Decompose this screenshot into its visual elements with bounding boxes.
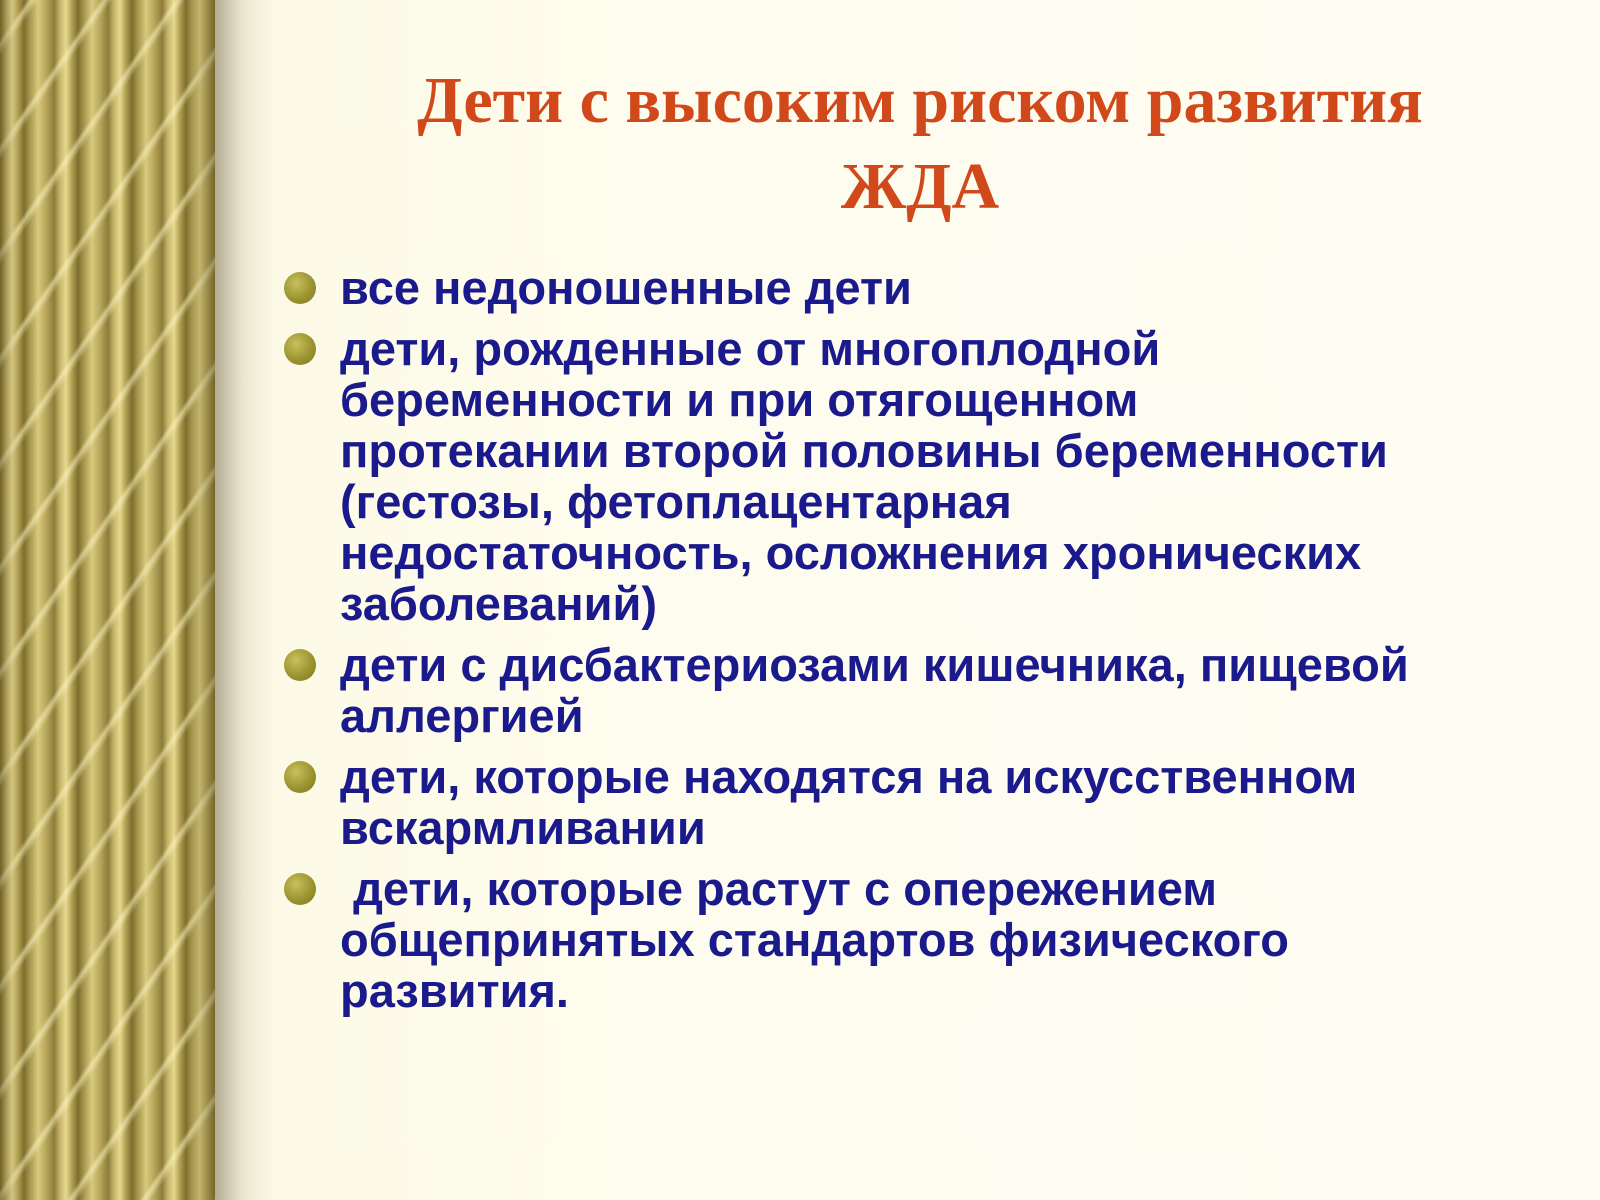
list-item-line: общепринятых стандартов физического [340, 913, 1289, 966]
slide-title [300, 58, 1540, 230]
list-item-line: развития. [340, 964, 569, 1017]
title-line-2: ЖДА [840, 150, 1000, 223]
bullet-icon [284, 649, 316, 681]
list-item-line: протекании второй половины беременности [340, 424, 1388, 477]
title-line-1: Дети с высоким риском развития [417, 64, 1423, 137]
list-item-line: дети с дисбактериозами кишечника, пищевой [340, 638, 1409, 691]
bullet-list [284, 262, 1574, 1026]
list-item-line: все недоношенные дети [340, 261, 912, 314]
list-item-line: дети, которые растут с опережением [340, 862, 1218, 915]
bullet-icon [284, 333, 316, 365]
list-item-line: вскармливании [340, 801, 706, 854]
list-item [284, 323, 1574, 629]
list-item-line: дети, которые находятся на искусственном [340, 750, 1358, 803]
list-item [284, 262, 1574, 313]
bullet-icon [284, 272, 316, 304]
list-item [284, 639, 1574, 741]
list-item-line: заболеваний) [340, 577, 658, 630]
column-shadow [215, 0, 275, 1200]
list-item-line: беременности и при отягощенном [340, 373, 1139, 426]
bullet-icon [284, 761, 316, 793]
list-item-line: дети, рожденные от многоплодной [340, 322, 1161, 375]
bullet-icon [284, 873, 316, 905]
list-item-line: (гестозы, фетоплацентарная [340, 475, 1012, 528]
list-item [284, 751, 1574, 853]
list-item [284, 863, 1574, 1016]
list-item-line: недостаточность, осложнения хронических [340, 526, 1362, 579]
decorative-gold-column [0, 0, 215, 1200]
list-item-line: аллергией [340, 689, 584, 742]
